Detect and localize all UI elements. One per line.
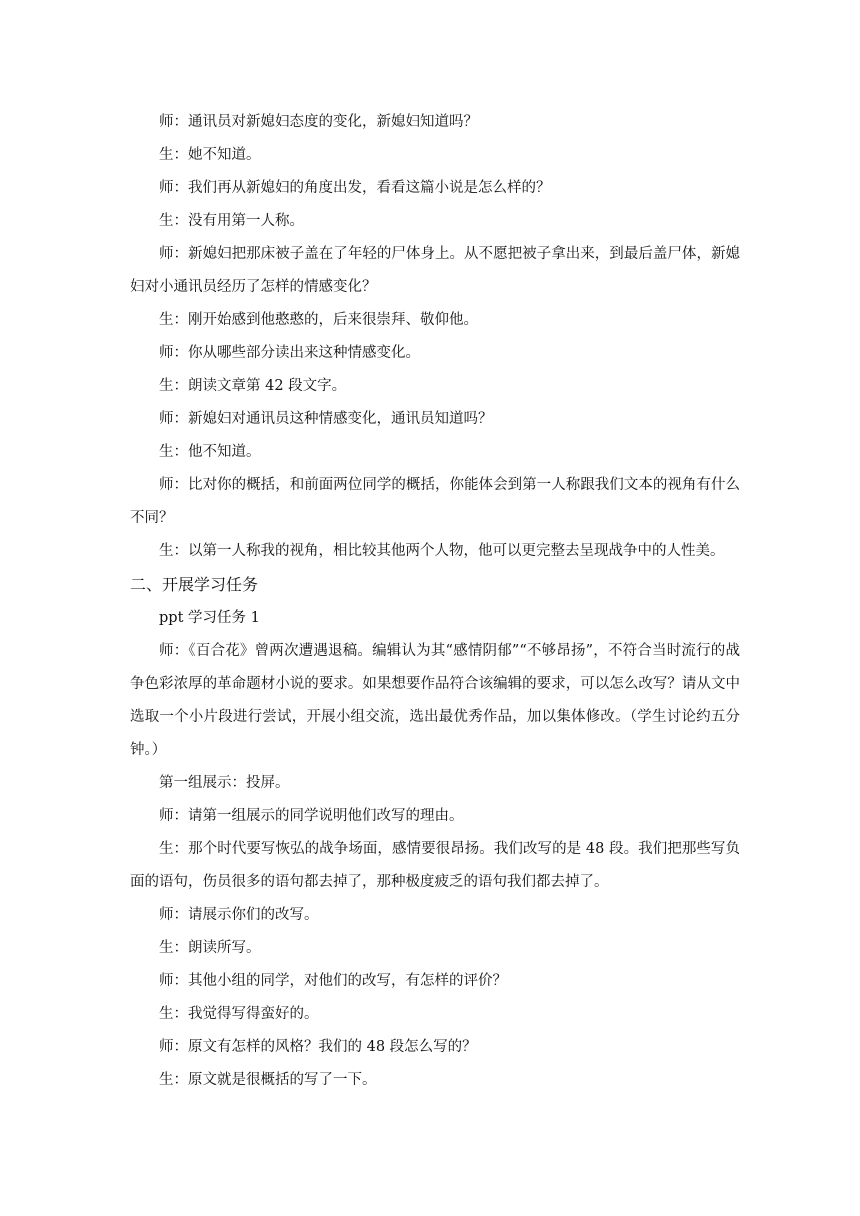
paragraph: 师：其他小组的同学，对他们的改写，有怎样的评价？: [159, 973, 507, 989]
paragraph: 生：他不知道。: [159, 444, 261, 460]
paragraph: ppt 学习任务 1: [159, 610, 260, 626]
paragraph: 生：朗读文章第 42 段文字。: [159, 378, 347, 394]
paragraph: 师：原文有怎样的风格？我们的 48 段怎么写的？: [159, 1039, 477, 1055]
paragraph: 生：以第一人称我的视角，相比较其他两个人物，他可以更完整去呈现战争中的人性美。: [159, 543, 725, 559]
paragraph: 师：请展示你们的改写。: [159, 907, 319, 923]
paragraph: 生：没有用第一人称。: [159, 213, 304, 229]
paragraph: 师：通讯员对新媳妇态度的变化，新媳妇知道吗？: [159, 114, 478, 130]
paragraph: 生：刚开始感到他憨憨的，后来很崇拜、敬仰他。: [159, 312, 478, 328]
paragraph: 师：《百合花》曾两次遭遇退稿。编辑认为其“感情阴郁”“不够昂扬”，不符合当时流行的战争色彩浓厚的革命题材小说的要求。如果想要作品符合该编辑的要求，可以怎么改写？请从文中选取一个小片段进行尝试，开展小组交流，选出最优秀作品，加以集体修改。（学生讨论约五分钟。）: [130, 643, 740, 758]
paragraph: 师：请第一组展示的同学说明他们改写的理由。: [159, 808, 464, 824]
paragraph: 生：原文就是很概括的写了一下。: [159, 1072, 377, 1088]
paragraph: 师：我们再从新媳妇的角度出发，看看这篇小说是怎么样的？: [159, 180, 551, 196]
document-body: [130, 106, 740, 1097]
paragraph: 师：新媳妇对通讯员这种情感变化，通讯员知道吗？: [159, 411, 493, 427]
paragraph: 生：我觉得写得蛮好的。: [159, 1006, 319, 1022]
paragraph: 生：她不知道。: [159, 147, 261, 163]
paragraph: 师：你从哪些部分读出来这种情感变化。: [159, 345, 420, 361]
paragraph: 生：那个时代要写恢弘的战争场面，感情要很昂扬。我们改写的是 48 段。我们把那些写负面的语句，伤员很多的语句都去掉了，那种极度疲乏的语句我们都去掉了。: [130, 841, 740, 890]
paragraph: 师：比对你的概括，和前面两位同学的概括，你能体会到第一人称跟我们文本的视角有什么不同？: [130, 477, 740, 526]
paragraph: 师：新媳妇把那床被子盖在了年轻的尸体身上。从不愿把被子拿出来，到最后盖尸体，新媳妇对小通讯员经历了怎样的情感变化？: [130, 246, 740, 295]
paragraph: 第一组展示：投屏。: [159, 775, 290, 791]
section-heading: 二、开展学习任务: [130, 575, 259, 594]
paragraph: 生：朗读所写。: [159, 940, 261, 956]
